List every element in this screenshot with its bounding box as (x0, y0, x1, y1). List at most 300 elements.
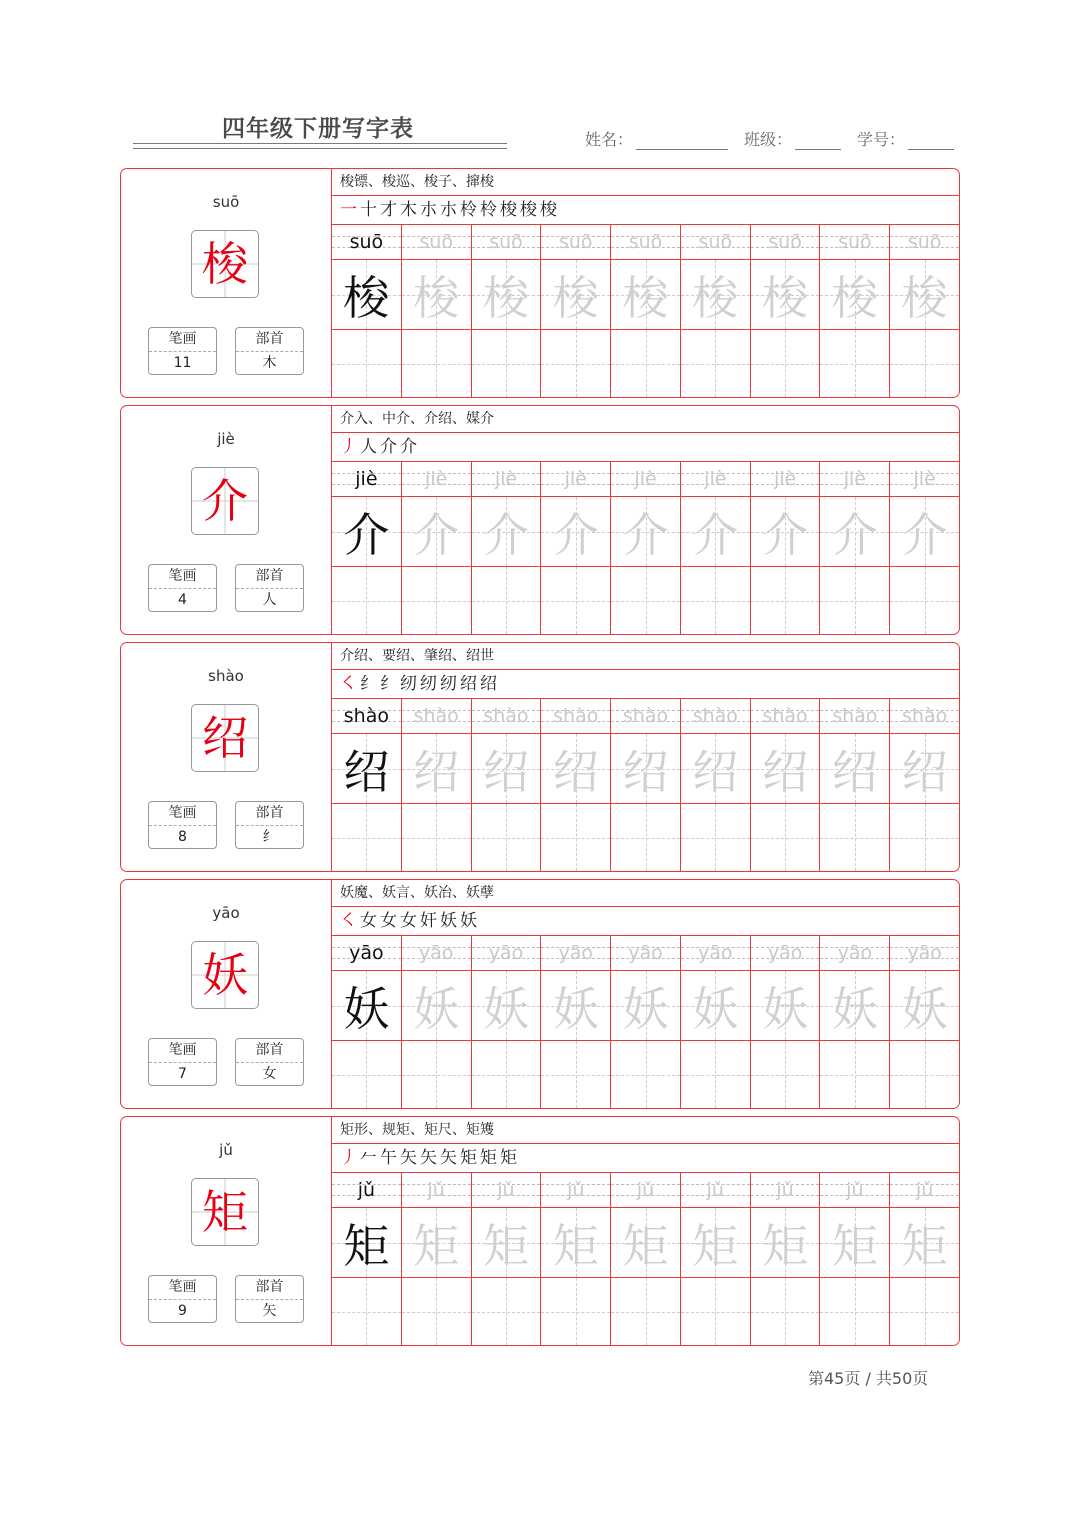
tian-zi-ge-cell[interactable]: 妖 (681, 971, 750, 1041)
tian-zi-ge-cell[interactable]: 介 (402, 497, 471, 567)
tracing-column (681, 936, 751, 1108)
writing-grid (332, 936, 959, 1108)
stroke-count-value: 9 (178, 1303, 187, 1319)
character-box (191, 704, 259, 772)
stroke-count-label: 笔画 (149, 1039, 216, 1063)
tracing-column (402, 462, 472, 634)
stroke-step: 一 (340, 200, 358, 220)
character-box (191, 1178, 259, 1246)
pinyin-cell[interactable]: jiè (681, 462, 750, 497)
stroke-order-row (332, 670, 959, 699)
tracing-column (751, 1173, 821, 1345)
blank-practice-cell[interactable] (402, 1041, 471, 1108)
writing-grid (332, 1173, 959, 1345)
name-blank[interactable] (636, 131, 728, 150)
stroke-step: 妖 (440, 911, 458, 931)
stroke-step: 妖 (460, 911, 478, 931)
tian-zi-ge-cell[interactable]: 矩 (751, 1208, 820, 1278)
stroke-step: 木 (400, 200, 418, 220)
blank-practice-cell[interactable] (611, 330, 680, 397)
word-examples: 妖魔、妖言、妖冶、妖孽 (332, 880, 959, 907)
tracing-column (611, 936, 681, 1108)
radical-box (235, 1038, 304, 1086)
blank-practice-cell[interactable] (681, 330, 750, 397)
pinyin-cell[interactable]: shào (472, 699, 541, 734)
tian-zi-ge-cell[interactable]: 梭 (611, 260, 680, 330)
name-field[interactable] (585, 127, 728, 150)
practice-area (332, 880, 959, 1108)
blank-practice-cell[interactable] (681, 1041, 750, 1108)
page-number: 第45页 / 共50页 (808, 1369, 929, 1388)
tracing-column (890, 1173, 959, 1345)
tian-zi-ge-cell[interactable]: 介 (611, 497, 680, 567)
pinyin-cell[interactable]: suō (541, 225, 610, 260)
tian-zi-ge-cell: 介 (332, 497, 401, 567)
tian-zi-ge-cell: 梭 (332, 260, 401, 330)
tian-zi-ge-cell[interactable]: 矩 (611, 1208, 680, 1278)
pinyin-cell: jǔ (332, 1173, 401, 1208)
stroke-order-row (332, 1144, 959, 1173)
tian-zi-ge-cell[interactable]: 绍 (681, 734, 750, 804)
stroke-count-label: 笔画 (149, 565, 216, 589)
tracing-column (541, 699, 611, 871)
tracing-column (820, 699, 890, 871)
radical-value: 人 (262, 592, 277, 608)
tian-zi-ge-cell[interactable]: 梭 (681, 260, 750, 330)
pinyin-cell: shào (332, 699, 401, 734)
radical-label: 部首 (236, 565, 303, 589)
tian-zi-ge-cell[interactable]: 介 (472, 497, 541, 567)
stroke-step: 丿 (340, 1148, 358, 1168)
blank-practice-cell[interactable] (541, 1041, 610, 1108)
tracing-column (472, 1173, 542, 1345)
pinyin-cell[interactable]: jǔ (751, 1173, 820, 1208)
tian-zi-ge-cell: 矩 (332, 1208, 401, 1278)
pinyin-cell[interactable]: jiè (751, 462, 820, 497)
writing-grid (332, 225, 959, 397)
title-underline-double (133, 148, 507, 149)
blank-practice-cell[interactable] (611, 804, 680, 871)
pinyin-cell[interactable]: jiè (611, 462, 680, 497)
word-examples: 梭镖、梭巡、梭子、撺梭 (332, 169, 959, 196)
tian-zi-ge-cell[interactable]: 妖 (820, 971, 889, 1041)
tracing-column (402, 936, 472, 1108)
tian-zi-ge-cell[interactable]: 妖 (402, 971, 471, 1041)
tracing-column (890, 936, 959, 1108)
tian-zi-ge-cell: 绍 (332, 734, 401, 804)
blank-practice-cell[interactable] (541, 330, 610, 397)
model-column (332, 936, 402, 1108)
tian-zi-ge-cell[interactable]: 介 (820, 497, 889, 567)
stroke-step: 丿 (340, 437, 358, 457)
name-label: 姓名： (585, 130, 634, 149)
tracing-column (681, 462, 751, 634)
tian-zi-ge-cell[interactable]: 介 (681, 497, 750, 567)
stroke-step: 纟 (360, 674, 378, 694)
character-info-panel (121, 880, 332, 1108)
stroke-count-label: 笔画 (149, 328, 216, 352)
stroke-count-value: 8 (178, 829, 187, 845)
radical-box (235, 327, 304, 375)
blank-practice-cell[interactable] (681, 1278, 750, 1345)
practice-area (332, 406, 959, 634)
stroke-step: 纟 (380, 674, 398, 694)
pinyin-cell[interactable]: shào (751, 699, 820, 734)
tian-zi-ge-cell: 妖 (332, 971, 401, 1041)
tian-zi-ge-cell[interactable]: 矩 (541, 1208, 610, 1278)
blank-practice-cell[interactable] (541, 1278, 610, 1345)
stroke-step: 朩 (420, 200, 438, 220)
blank-practice-cell[interactable] (332, 567, 401, 634)
pinyin-cell[interactable]: yāo (472, 936, 541, 971)
pinyin-cell[interactable]: suō (681, 225, 750, 260)
writing-grid (332, 699, 959, 871)
tian-zi-ge-cell[interactable]: 绍 (472, 734, 541, 804)
character-info-panel (121, 1117, 332, 1345)
stroke-order-row (332, 433, 959, 462)
blank-practice-cell[interactable] (611, 1278, 680, 1345)
pinyin-cell[interactable]: suō (890, 225, 959, 260)
tracing-column (472, 462, 542, 634)
blank-practice-cell[interactable] (472, 330, 541, 397)
blank-practice-cell[interactable] (402, 330, 471, 397)
radical-value: 矢 (262, 1303, 277, 1319)
student-number-field[interactable] (857, 127, 954, 150)
tian-zi-ge-cell[interactable]: 妖 (890, 971, 959, 1041)
stroke-step: 矢 (440, 1148, 458, 1168)
blank-practice-cell[interactable] (402, 567, 471, 634)
model-column (332, 699, 402, 871)
radical-value: 木 (262, 355, 277, 371)
stroke-step: 柃 (460, 200, 478, 220)
stroke-count-value: 4 (178, 592, 187, 608)
pinyin-cell[interactable]: yāo (681, 936, 750, 971)
pinyin-cell[interactable]: jǔ (890, 1173, 959, 1208)
stroke-step: 绍 (480, 674, 498, 694)
blank-practice-cell[interactable] (332, 804, 401, 871)
stroke-step: 人 (360, 437, 378, 457)
tian-zi-ge-cell[interactable]: 绍 (890, 734, 959, 804)
tracing-column (751, 462, 821, 634)
stroke-step: ㇛ (340, 674, 358, 694)
character-info-panel (121, 169, 332, 397)
stroke-step: 女 (400, 911, 418, 931)
stroke-step: ㇛ (340, 911, 358, 931)
stroke-step: 梭 (540, 200, 558, 220)
blank-practice-cell[interactable] (472, 1278, 541, 1345)
tracing-column (681, 699, 751, 871)
stroke-step: 奸 (420, 911, 438, 931)
pinyin-cell[interactable]: yāo (402, 936, 471, 971)
tian-zi-ge-cell[interactable]: 梭 (820, 260, 889, 330)
blank-practice-cell[interactable] (541, 804, 610, 871)
blank-practice-cell[interactable] (820, 804, 889, 871)
pinyin-cell[interactable]: shào (681, 699, 750, 734)
blank-practice-cell[interactable] (472, 1041, 541, 1108)
tian-zi-ge-cell[interactable]: 矩 (681, 1208, 750, 1278)
stroke-step: 矢 (400, 1148, 418, 1168)
blank-practice-cell[interactable] (820, 1041, 889, 1108)
stroke-count-label: 笔画 (149, 802, 216, 826)
pinyin-cell[interactable]: shào (820, 699, 889, 734)
tracing-column (890, 462, 959, 634)
stroke-count-value: 11 (173, 355, 192, 371)
tracing-column (611, 462, 681, 634)
model-column (332, 225, 402, 397)
stroke-step: 矩 (460, 1148, 478, 1168)
class-field[interactable] (744, 127, 841, 150)
character-card (120, 879, 960, 1109)
tian-zi-ge-cell[interactable]: 妖 (751, 971, 820, 1041)
tian-zi-ge-cell[interactable]: 梭 (751, 260, 820, 330)
character-card (120, 405, 960, 635)
practice-area (332, 1117, 959, 1345)
pinyin-cell[interactable]: jiè (402, 462, 471, 497)
blank-practice-cell[interactable] (890, 567, 959, 634)
blank-practice-cell[interactable] (472, 567, 541, 634)
tracing-column (611, 699, 681, 871)
tian-zi-ge-cell[interactable]: 妖 (472, 971, 541, 1041)
number-blank[interactable] (908, 131, 954, 150)
pinyin-cell[interactable]: suō (820, 225, 889, 260)
pinyin-cell[interactable]: shào (402, 699, 471, 734)
class-blank[interactable] (795, 131, 841, 150)
character-box (191, 467, 259, 535)
practice-area (332, 169, 959, 397)
pinyin-label: jǔ (219, 1141, 233, 1159)
main-character: 妖 (202, 948, 248, 1002)
stroke-order-row (332, 907, 959, 936)
character-info-panel (121, 643, 332, 871)
tracing-column (751, 936, 821, 1108)
pinyin-cell[interactable]: suō (402, 225, 471, 260)
tracing-column (541, 462, 611, 634)
pinyin-cell[interactable]: jǔ (541, 1173, 610, 1208)
stroke-step: 梭 (500, 200, 518, 220)
tian-zi-ge-cell[interactable]: 矩 (820, 1208, 889, 1278)
radical-label: 部首 (236, 1276, 303, 1300)
blank-practice-cell[interactable] (751, 804, 820, 871)
tracing-column (541, 1173, 611, 1345)
stroke-step: 梭 (520, 200, 538, 220)
blank-practice-cell[interactable] (332, 330, 401, 397)
blank-practice-cell[interactable] (820, 1278, 889, 1345)
stroke-step: 介 (380, 437, 398, 457)
pinyin-cell[interactable]: jiè (472, 462, 541, 497)
tian-zi-ge-cell[interactable]: 矩 (890, 1208, 959, 1278)
pinyin-cell[interactable]: jǔ (820, 1173, 889, 1208)
stroke-step: 纫 (440, 674, 458, 694)
stroke-count-value: 7 (178, 1066, 187, 1082)
pinyin-cell[interactable]: jǔ (402, 1173, 471, 1208)
blank-practice-cell[interactable] (332, 1278, 401, 1345)
tracing-column (820, 462, 890, 634)
pinyin-cell[interactable]: suō (751, 225, 820, 260)
stroke-step: 矢 (420, 1148, 438, 1168)
blank-practice-cell[interactable] (890, 804, 959, 871)
word-examples: 介入、中介、介绍、媒介 (332, 406, 959, 433)
pinyin-cell[interactable]: shào (611, 699, 680, 734)
main-character: 介 (202, 474, 248, 528)
blank-practice-cell[interactable] (402, 804, 471, 871)
blank-practice-cell[interactable] (751, 1278, 820, 1345)
pinyin-label: shào (208, 667, 244, 685)
stroke-count-box (148, 327, 217, 375)
tracing-column (611, 1173, 681, 1345)
model-column (332, 462, 402, 634)
tian-zi-ge-cell[interactable]: 梭 (402, 260, 471, 330)
character-card (120, 642, 960, 872)
blank-practice-cell[interactable] (681, 567, 750, 634)
tian-zi-ge-cell[interactable]: 介 (751, 497, 820, 567)
tracing-column (890, 225, 959, 397)
stroke-count-box (148, 564, 217, 612)
pinyin-label: jiè (217, 430, 235, 448)
blank-practice-cell[interactable] (890, 1278, 959, 1345)
tracing-column (820, 936, 890, 1108)
tracing-column (820, 1173, 890, 1345)
radical-value: 纟 (262, 829, 277, 845)
pinyin-cell: suō (332, 225, 401, 260)
pinyin-cell: yāo (332, 936, 401, 971)
word-examples: 介绍、要绍、肇绍、绍世 (332, 643, 959, 670)
stroke-step: 矩 (480, 1148, 498, 1168)
pinyin-cell[interactable]: yāo (890, 936, 959, 971)
tracing-column (681, 225, 751, 397)
tian-zi-ge-cell[interactable]: 介 (890, 497, 959, 567)
stroke-count-box (148, 1038, 217, 1086)
blank-practice-cell[interactable] (472, 804, 541, 871)
tian-zi-ge-cell[interactable]: 绍 (402, 734, 471, 804)
tian-zi-ge-cell[interactable]: 绍 (751, 734, 820, 804)
pinyin-cell[interactable]: yāo (541, 936, 610, 971)
stroke-count-box (148, 801, 217, 849)
pinyin-cell[interactable]: jǔ (681, 1173, 750, 1208)
pinyin-cell[interactable]: shào (541, 699, 610, 734)
pinyin-cell[interactable]: jiè (541, 462, 610, 497)
tracing-column (402, 699, 472, 871)
main-character: 矩 (202, 1185, 248, 1239)
blank-practice-cell[interactable] (751, 567, 820, 634)
practice-area (332, 643, 959, 871)
stroke-step: 纫 (420, 674, 438, 694)
blank-practice-cell[interactable] (332, 1041, 401, 1108)
tracing-column (472, 699, 542, 871)
stroke-step: 女 (360, 911, 378, 931)
character-box (191, 230, 259, 298)
blank-practice-cell[interactable] (611, 1041, 680, 1108)
pinyin-cell[interactable]: yāo (611, 936, 680, 971)
tracing-column (751, 699, 821, 871)
radical-value: 女 (262, 1066, 277, 1082)
stroke-step: 才 (380, 200, 398, 220)
tian-zi-ge-cell[interactable]: 绍 (611, 734, 680, 804)
radical-label: 部首 (236, 328, 303, 352)
pinyin-cell[interactable]: yāo (820, 936, 889, 971)
stroke-count-box (148, 1275, 217, 1323)
stroke-step: 𠂉 (360, 1148, 378, 1168)
character-card (120, 168, 960, 398)
number-label: 学号： (857, 130, 906, 149)
blank-practice-cell[interactable] (611, 567, 680, 634)
tian-zi-ge-cell[interactable]: 矩 (472, 1208, 541, 1278)
pinyin-cell[interactable]: suō (472, 225, 541, 260)
stroke-step: 绍 (460, 674, 478, 694)
pinyin-cell[interactable]: jǔ (611, 1173, 680, 1208)
blank-practice-cell[interactable] (890, 1041, 959, 1108)
tracing-column (541, 936, 611, 1108)
main-character: 绍 (202, 711, 248, 765)
pinyin-cell[interactable]: jiè (820, 462, 889, 497)
tracing-column (472, 936, 542, 1108)
radical-label: 部首 (236, 802, 303, 826)
tracing-column (611, 225, 681, 397)
blank-practice-cell[interactable] (890, 330, 959, 397)
stroke-step: 纫 (400, 674, 418, 694)
character-info-panel (121, 406, 332, 634)
tracing-column (820, 225, 890, 397)
radical-label: 部首 (236, 1039, 303, 1063)
tian-zi-ge-cell[interactable]: 绍 (820, 734, 889, 804)
writing-grid (332, 462, 959, 634)
tian-zi-ge-cell[interactable]: 矩 (402, 1208, 471, 1278)
blank-practice-cell[interactable] (751, 1041, 820, 1108)
blank-practice-cell[interactable] (681, 804, 750, 871)
tracing-column (890, 699, 959, 871)
blank-practice-cell[interactable] (541, 567, 610, 634)
tian-zi-ge-cell[interactable]: 妖 (611, 971, 680, 1041)
pinyin-cell[interactable]: jiè (890, 462, 959, 497)
radical-box (235, 564, 304, 612)
stroke-step: 女 (380, 911, 398, 931)
page-title: 四年级下册写字表 (222, 116, 414, 142)
stroke-count-label: 笔画 (149, 1276, 216, 1300)
character-box (191, 941, 259, 1009)
tracing-column (472, 225, 542, 397)
tracing-column (402, 1173, 472, 1345)
blank-practice-cell[interactable] (751, 330, 820, 397)
tracing-column (681, 1173, 751, 1345)
blank-practice-cell[interactable] (820, 567, 889, 634)
tian-zi-ge-cell[interactable]: 介 (541, 497, 610, 567)
blank-practice-cell[interactable] (402, 1278, 471, 1345)
stroke-step: 介 (400, 437, 418, 457)
title-underline (133, 143, 507, 144)
radical-box (235, 801, 304, 849)
pinyin-cell[interactable]: suō (611, 225, 680, 260)
radical-box (235, 1275, 304, 1323)
blank-practice-cell[interactable] (820, 330, 889, 397)
stroke-step: 午 (380, 1148, 398, 1168)
model-column (332, 1173, 402, 1345)
tian-zi-ge-cell[interactable]: 梭 (890, 260, 959, 330)
tracing-column (402, 225, 472, 397)
main-character: 梭 (202, 237, 248, 291)
tian-zi-ge-cell[interactable]: 绍 (541, 734, 610, 804)
pinyin-cell[interactable]: shào (890, 699, 959, 734)
tian-zi-ge-cell[interactable]: 梭 (472, 260, 541, 330)
stroke-step: 矩 (500, 1148, 518, 1168)
tian-zi-ge-cell[interactable]: 梭 (541, 260, 610, 330)
stroke-order-row (332, 196, 959, 225)
pinyin-cell[interactable]: jǔ (472, 1173, 541, 1208)
pinyin-cell: jiè (332, 462, 401, 497)
tian-zi-ge-cell[interactable]: 妖 (541, 971, 610, 1041)
pinyin-label: suō (212, 193, 240, 211)
class-label: 班级： (744, 130, 793, 149)
stroke-step: 柃 (480, 200, 498, 220)
pinyin-cell[interactable]: yāo (751, 936, 820, 971)
